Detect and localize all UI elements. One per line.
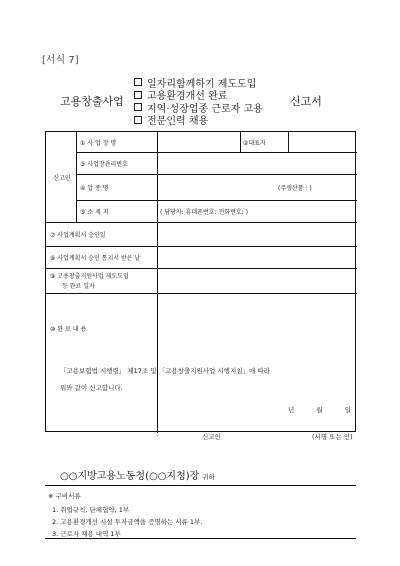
main-product-field[interactable]: (주생산품 : ) [278,184,312,192]
addressee: ○○지방고용노동청(○○지청)장 귀하 [60,471,215,482]
completion-date-label: ⑨ 고용창출지원사업 제도도입 [50,272,129,280]
industry-label: ④ 업 종 명 [80,184,109,192]
address-label: ⑤ 소 재 지 [80,208,109,216]
divider [45,538,356,539]
checkbox[interactable] [134,116,142,124]
divider [45,485,356,486]
completion-date-field[interactable] [158,268,357,293]
completion-detail-label: ⑩ 완 료 내 용 [50,325,87,333]
report-date[interactable]: 년 월 일 [288,406,351,414]
attachment-item: 3. 근로자 채용 내역 1부 [52,530,121,538]
business-name-field[interactable] [158,132,240,152]
option-regional-hiring[interactable]: 지역·성장업종 근로자 고용 [134,101,263,114]
plan-notice-field[interactable] [158,246,357,268]
option-environment-improvement[interactable]: 고용환경개선 완료 [134,89,263,102]
checkbox[interactable] [134,91,142,99]
form-number: [서식 7] [42,55,79,66]
title-left: 고용창출사업 [60,95,124,108]
representative-label: ②대표자 [243,139,266,147]
form-title [60,76,360,128]
checkbox[interactable] [134,78,142,86]
plan-approval-field[interactable] [158,222,357,246]
completion-detail-field[interactable] [158,293,357,363]
reporter-label: 신고인 [53,174,71,182]
checkbox[interactable] [134,103,142,111]
attachment-item: 1. 취업규칙, 단체협약, 1부 [52,506,130,514]
signature-field[interactable]: (서명 또는 인) [312,433,353,441]
option-expert-hiring[interactable]: 전문인력 채용 [134,114,263,127]
completion-date-label-2: 등 완료 일자 [62,282,95,290]
report-type-options [134,76,263,126]
attachment-item: 2. 고용환경개선 시설 투자금액을 증명하는 서류 1부. [52,518,203,526]
registration-no-label: ③ 사업장관리번호 [80,160,128,168]
title-right: 신고서 [290,95,322,108]
declaration-text: 「고용보험법 시행령」 제17조 및 「고용창출지원사업 시행지침」에 따라 [60,367,270,375]
signer-label: 신고인 [202,433,221,441]
representative-field[interactable] [289,132,357,152]
business-name-label: ① 사 업 장 명 [80,139,117,147]
contact-field[interactable]: ( 담당자: 휴대폰번호: 전화번호: ) [160,208,248,216]
registration-no-field[interactable] [158,152,357,174]
attachments-title: ※ 구비서류 [48,492,81,500]
plan-approval-label: ⑦ 사업계획서 승인일 [50,231,106,239]
plan-notice-label: ⑧ 사업계획서 승인 통지서 받은 날 [50,254,141,262]
option-work-sharing[interactable]: 일자리함께하기 제도도입 [134,76,263,89]
declaration-text-2: 위와 같이 신고합니다. [60,384,123,392]
